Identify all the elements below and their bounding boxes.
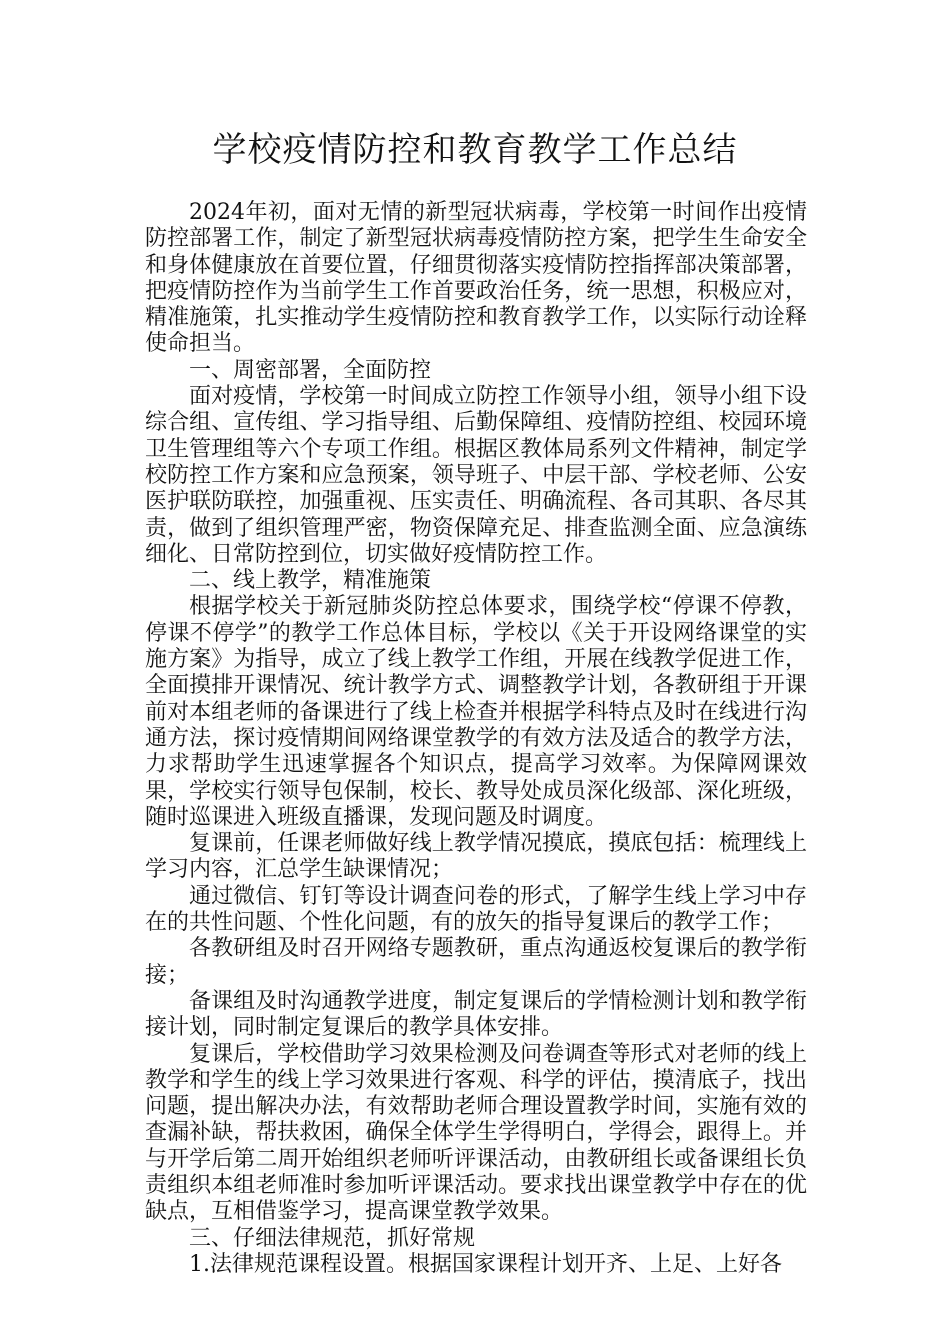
section-3-paragraph-1: 1.法律规范课程设置。根据国家课程计划开齐、上足、上好各: [189, 1251, 782, 1277]
document-title: 学校疫情防控和教育教学工作总结: [212, 130, 738, 170]
section-heading-3: 三、仔细法律规范，抓好常规: [189, 1225, 476, 1251]
section-2-paragraph-1: 根据学校关于新冠肺炎防控总体要求，围绕学校“停课不停教，停课不停学”的教学工作总体目标，学校以《关于开设网络课堂的实施方案》为指导，成立了线上教学工作组，开展在线教学促进工作，全面摸排开课情况、统计教学方式、调整教学计划，各教研组于开课前对本组老师的备课进行了线上检查并根据学科特点及时在线进行沟通方法，探讨疫情期间网络课堂教学的有效方法及适合的教学方法，力求帮助学生迅速掌握各个知识点，提高学习效率。为保障网课效果，学校实行领导包保制，校长、教导处成员深化级部、深化班级，随时巡课进入班级直播课，发现问题及时调度。: [145, 594, 807, 830]
section-heading-1: 一、周密部署，全面防控: [189, 357, 432, 383]
section-2-paragraph-3: 通过微信、钉钉等设计调查问卷的形式，了解学生线上学习中存在的共性问题、个性化问题，有的放矢的指导复课后的教学工作；: [145, 883, 807, 936]
section-1-paragraph: 面对疫情，学校第一时间成立防控工作领导小组，领导小组下设综合组、宣传组、学习指导组、后勤保障组、疫情防控组、校园环境卫生管理组等六个专项工作组。根据区教体局系列文件精神，制定学校防控工作方案和应急预案，领导班子、中层干部、学校老师、公安医护联防联控，加强重视、压实责任、明确流程、各司其职、各尽其责，做到了组织管理严密，物资保障充足、排查监测全面、应急演练细化、日常防控到位，切实做好疫情防控工作。: [145, 384, 807, 567]
section-heading-2: 二、线上教学，精准施策: [189, 568, 432, 594]
section-2-paragraph-2: 复课前，任课老师做好线上教学情况摸底，摸底包括：梳理线上学习内容，汇总学生缺课情况；: [145, 831, 807, 883]
section-2-paragraph-5: 备课组及时沟通教学进度，制定复课后的学情检测计划和教学衔接计划，同时制定复课后的教学具体安排。: [145, 988, 807, 1041]
intro-paragraph: 2024年初，面对无情的新型冠状病毒，学校第一时间作出疫情防控部署工作，制定了新型冠状病毒疫情防控方案，把学生生命安全和身体健康放在首要位置，仔细贯彻落实疫情防控指挥部决策部署，把疫情防控作为当前学生工作首要政治任务，统一思想，积极应对，精准施策，扎实推动学生疫情防控和教育教学工作，以实际行动诠释使命担当。: [145, 200, 807, 357]
section-2-paragraph-6: 复课后，学校借助学习效果检测及问卷调查等形式对老师的线上教学和学生的线上学习效果进行客观、科学的评估，摸清底子，找出问题，提出解决办法，有效帮助老师合理设置教学时间，实施有效的查漏补缺，帮扶救困，确保全体学生学得明白，学得会，跟得上。并与开学后第二周开始组织老师听评课活动，由教研组长或备课组长负责组织本组老师准时参加听评课活动。要求找出课堂教学中存在的优缺点，互相借鉴学习，提高课堂教学效果。: [145, 1041, 807, 1225]
document-body: [145, 200, 807, 1278]
section-2-paragraph-4: 各教研组及时召开网络专题教研，重点沟通返校复课后的教学衔接；: [145, 936, 807, 988]
